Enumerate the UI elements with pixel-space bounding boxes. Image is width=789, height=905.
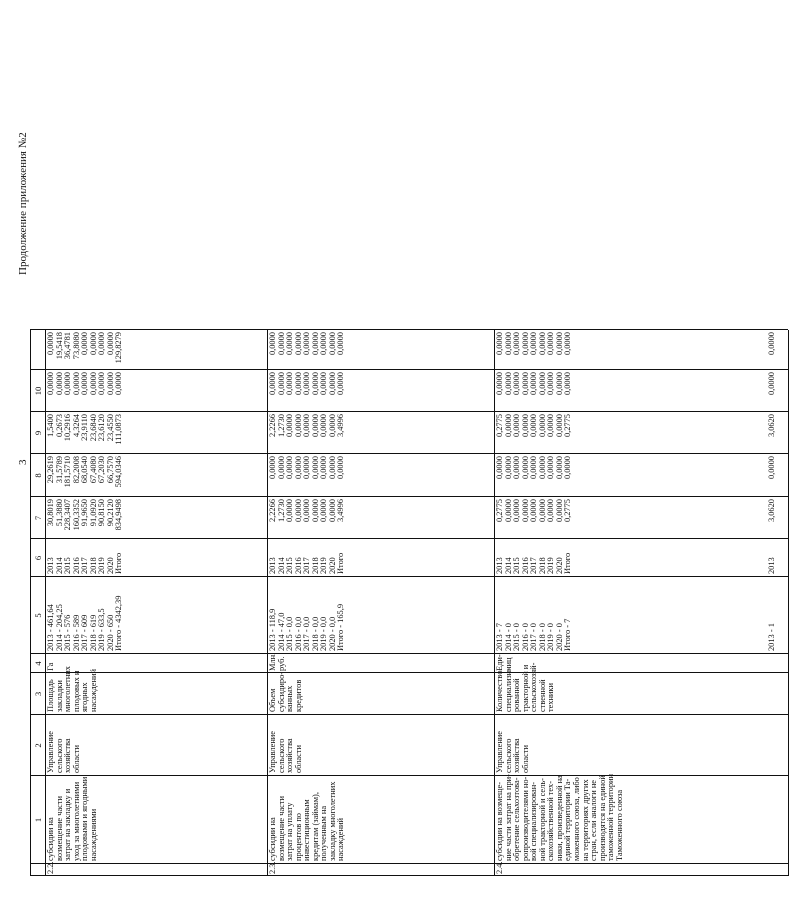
year: 2015 [512,557,522,574]
value-col6: 0,0000 [310,499,320,523]
target-by-year: 2020 - 0 [554,623,564,651]
value-col7: 68,0540 [80,456,90,484]
column-rule [30,538,788,539]
year: 2013 [767,557,776,574]
value-col10: 0,0000 [285,332,295,356]
executor: сельского [54,738,64,773]
column-rule [30,411,788,412]
year: 2014 [276,557,286,574]
value-col7: 66,7570 [105,456,115,484]
measure-name: затрат на уплату [285,802,295,861]
target-by-year: 2015 - 576 [63,614,73,651]
value-col6: 0,0000 [319,499,329,523]
target-by-year: 2013 - 118,9 [268,608,277,651]
measure-name: ники, произведенной на [554,775,564,861]
value-col9: 0,0000 [336,372,346,396]
value-col7: 0,0000 [512,456,522,480]
value-col9: 0,0000 [114,372,124,396]
target-by-year: 2017 - 0 [529,623,539,651]
measure-name: плодовыми и ягодными [80,776,90,861]
value-col10: 0,0000 [563,332,573,356]
value-col6: 834,9498 [114,499,124,531]
measure-name: кредитам (займам), [310,792,320,861]
value-col9: 0,0000 [88,372,98,396]
target-by-year: 2018 - 619 [88,614,98,651]
value-col9: 0,0000 [293,372,303,396]
target-by-year: 2020 - 650 [105,614,115,651]
measure-name: процентов по [293,813,303,861]
column-rule [30,653,788,654]
value-col10: 0,0000 [80,332,90,356]
executor: области [520,745,530,773]
value-col6: 91,0920 [88,499,98,527]
year: Итого [336,552,346,574]
target-by-year: 2016 - 589 [71,614,81,651]
indicator: ванных [285,685,295,712]
value-col8: 0,2775 [563,414,573,438]
target-by-year: 2016 - 0,0 [293,616,303,651]
measure-name: насаждениями [88,808,98,861]
value-col10: 0,0000 [546,332,556,356]
year: 2018 [310,557,320,574]
value-col7: 0,0000 [302,456,312,480]
indicator: многолетних [63,666,73,712]
value-col9: 0,0000 [46,372,55,396]
header-cell-4: 4 [33,661,43,666]
value-col7: 594,0346 [114,456,124,488]
target-by-year: 2017 - 609 [80,614,90,651]
indicator: Объем [268,688,277,712]
header-cell-7: 7 [33,515,43,521]
target-by-year: 2019 - 0 [546,623,556,651]
value-col9: 0,0000 [97,372,107,396]
indicator: техники [546,683,556,712]
measure-name: возмещение части [276,795,286,861]
value-col9: 0,0000 [71,372,81,396]
value-col8: 23,9110 [80,414,90,441]
value-col6: 51,3880 [54,499,64,527]
header-cell-9: 9 [33,430,43,436]
value-col10: 0,0000 [97,332,107,356]
target-by-year: 2014 - 204,25 [54,604,64,651]
measure-name: скохозяйственной тех- [546,780,556,861]
value-col7: 82,2008 [71,456,81,484]
value-col10: 0,0000 [520,332,530,356]
value-col9: 0,0000 [495,372,504,396]
target-by-year: 2019 - 0,0 [319,616,329,651]
value-col7: 0,0000 [285,456,295,480]
value-col7: 67,4080 [88,456,98,484]
value-col9: 0,0000 [520,372,530,396]
column-rule [30,863,788,864]
measure-name: насаждений [336,818,346,861]
value-col9: 0,0000 [529,372,539,396]
value-col7: 0,0000 [546,456,556,480]
year: 2019 [97,557,107,574]
value-col6: 90,2120 [105,499,115,527]
value-col7: 0,0000 [268,456,277,480]
value-col6: 3,0620 [767,499,776,523]
value-col7: 31,5789 [54,456,64,484]
value-col7: 0,0000 [495,456,504,480]
value-col9: 0,0000 [537,372,547,396]
value-col6: 0,0000 [537,499,547,523]
value-col6: 228,3407 [63,499,73,531]
column-rule [30,329,788,330]
value-col9: 0,0000 [512,372,522,396]
value-col9: 0,0000 [563,372,573,396]
header-cell-8: 8 [33,473,43,478]
executor: Управление [268,730,277,773]
value-col10: 0,0000 [554,332,564,356]
year: 2015 [63,557,73,574]
value-col10: 36,4781 [63,332,73,360]
year: 2014 [54,557,64,574]
value-col6: 0,0000 [529,499,539,523]
value-col10: 0,0000 [302,332,312,356]
header-cell-2: 2 [33,743,43,748]
indicator: плодовых и [71,670,81,712]
value-col8: 10,2916 [63,414,73,442]
year: 2013 [495,557,504,574]
value-col8: 0,2775 [495,414,504,438]
column-rule [30,875,788,876]
target-by-year: 2015 - 0 [512,623,522,651]
unit: Га [46,662,55,671]
value-col6: 0,0000 [327,499,337,523]
year: 2016 [71,557,81,574]
value-col8: 0,0000 [512,414,522,438]
year: Итого [114,552,124,574]
value-col6: 0,2775 [495,499,504,523]
executor: сельского [276,738,286,773]
executor: области [293,745,303,773]
year: 2017 [529,557,539,574]
value-col9: 0,0000 [302,372,312,396]
measure-name: уход за многолетними [71,781,81,861]
value-col10: 0,0000 [529,332,539,356]
unit: руб. [276,656,286,671]
value-col9: 0,0000 [63,372,73,396]
value-col6: 0,2775 [563,499,573,523]
appendix-caption: Продолжение приложения №2 [17,132,29,275]
value-col9: 0,0000 [276,372,286,396]
column-rule [30,453,788,454]
year: 2019 [546,557,556,574]
row-number: 2.2. [46,861,55,874]
value-col8: 4,3264 [71,414,81,438]
value-col9: 0,0000 [546,372,556,396]
year: 2020 [327,557,337,574]
indicator: насаждений [88,669,98,712]
measure-name: затрат на закладку и [63,788,73,861]
target-by-year: Итого - 165,9 [336,603,346,651]
value-col7: 181,5710 [63,456,73,488]
executor: хозяйства [63,738,73,773]
measure-name: возмещение части [54,795,64,861]
executor: хозяйства [512,738,522,773]
year: 2018 [537,557,547,574]
value-col10: 19,5418 [54,332,64,360]
value-col10: 73,8080 [71,332,81,360]
row-number: 2.4. [495,861,504,874]
value-col6: 0,0000 [293,499,303,523]
value-col7: 0,0000 [336,456,346,480]
value-col6: 90,8150 [97,499,107,527]
value-col8: 0,0000 [319,414,329,438]
executor: Управление [46,730,55,773]
column-rule [30,496,788,497]
year: 2018 [88,557,98,574]
value-col10: 0,0000 [512,332,522,356]
value-col7: 0,0000 [327,456,337,480]
value-col8: 23,4550 [105,414,115,442]
value-col10: 0,0000 [327,332,337,356]
value-col7: 0,0000 [554,456,564,480]
value-col8: 0,0000 [537,414,547,438]
value-col7: 0,0000 [563,456,573,480]
value-col9: 0,0000 [54,372,64,396]
unit: ниц [503,657,513,671]
measure-name: субсидии на возмеще- [495,781,504,861]
value-col9: 0,0000 [105,372,115,396]
value-col10: 0,0000 [105,332,115,356]
value-col8: 0,0000 [529,414,539,438]
value-col8: 0,0000 [327,414,337,438]
value-col7: 67,2030 [97,456,107,484]
year: 2013 [46,557,55,574]
measure-name: инвестиционным [302,799,312,861]
indicator: Площадь [46,679,55,712]
year: 2017 [80,557,90,574]
measure-name: субсидии на [268,817,277,861]
value-col7: 0,0000 [503,456,513,480]
year: 2015 [285,557,295,574]
measure-name: обретение сельхозтова- [512,777,522,861]
executor: области [71,745,81,773]
year: 2014 [503,557,513,574]
value-col8: 0,0000 [302,414,312,438]
value-col6: 160,3352 [71,499,81,531]
value-col9: 0,0000 [319,372,329,396]
target-by-year: 2016 - 0 [520,623,530,651]
value-col8: 0,0000 [546,414,556,438]
value-col8: 111,0873 [114,414,124,445]
measure-name: Таможенного союза [614,789,624,861]
value-col7: 29,2619 [46,456,55,484]
target-by-year: 2020 - 0,0 [327,616,337,651]
value-col6: 0,0000 [512,499,522,523]
value-col8: 3,0620 [767,414,776,438]
header-cell-6: 6 [33,555,43,561]
value-col6: 0,0000 [546,499,556,523]
value-col10: 0,0000 [503,332,513,356]
unit: Млн. [268,652,277,671]
measure-name: на территориях других [580,779,590,861]
value-col8: 1,2730 [276,414,286,438]
target-by-year: Итого - 4342,39 [114,595,124,651]
value-col9: 0,0000 [503,372,513,396]
value-col9: 0,0000 [327,372,337,396]
target-by-year: 2013 - 1 [767,623,776,651]
target-by-year: 2014 - 47,0 [276,612,286,651]
value-col8: 0,0000 [310,414,320,438]
value-col7: 0,0000 [529,456,539,480]
indicator: ственной [537,679,547,712]
column-rule [30,576,788,577]
indicator: сельскохозяй- [529,662,539,712]
header-cell-10: 10 [33,386,43,396]
year: 2020 [105,557,115,574]
value-col10: 0,0000 [268,332,277,356]
measure-name: вой специализирован- [529,782,539,861]
value-col8: 0,0000 [285,414,295,438]
target-by-year: 2014 - 0 [503,623,513,651]
value-col7: 0,0000 [520,456,530,480]
indicator: тракторной и [520,664,530,712]
value-col7: 0,0000 [767,456,776,480]
column-rule [30,672,788,673]
indicator: кредитов [293,679,303,712]
value-col7: 0,0000 [310,456,320,480]
value-col9: 0,0000 [80,372,90,396]
value-col6: 91,9650 [80,499,90,527]
value-col8: 0,0000 [293,414,303,438]
measure-name: стран, если аналоги не [589,779,599,861]
value-col8: 3,4996 [336,414,346,438]
indicator: Количество [495,670,504,712]
value-col6: 0,0000 [302,499,312,523]
year: 2016 [520,557,530,574]
measure-name: ной тракторной и сель- [537,778,547,861]
indicator: специализи- [503,668,513,712]
executor: хозяйства [285,738,295,773]
year: 2013 [268,557,277,574]
value-col6: 0,0000 [285,499,295,523]
value-col8: 23,6120 [97,414,107,442]
value-col10: 0,0000 [537,332,547,356]
measure-name: полученным на [319,805,329,861]
column-rule [30,775,788,776]
value-col8: 1,5400 [46,414,55,438]
year: 2019 [319,557,329,574]
value-col6: 3,4996 [336,499,346,523]
year: Итого [563,552,573,574]
value-col9: 0,0000 [767,372,776,396]
row-number: 2.3. [268,861,277,874]
measure-name: субсидии на [46,817,55,861]
value-col8: 23,6840 [88,414,98,442]
value-col8: 2,2266 [268,414,277,438]
year: 2016 [293,557,303,574]
page-number: 3 [17,459,29,465]
target-by-year: 2018 - 0,0 [310,616,320,651]
value-col8: 0,2673 [54,414,64,438]
value-col10: 0,0000 [293,332,303,356]
header-cell-5: 5 [33,613,43,618]
value-col9: 0,0000 [310,372,320,396]
value-col7: 0,0000 [276,456,286,480]
value-col8: 0,0000 [520,414,530,438]
year: 2020 [554,557,564,574]
value-col6: 30,8019 [46,499,55,527]
value-col7: 0,0000 [319,456,329,480]
header-cell-1: 1 [33,817,43,823]
value-col9: 0,0000 [554,372,564,396]
executor: сельского [503,738,513,773]
value-col6: 0,0000 [554,499,564,523]
indicator: ягодных [80,682,90,712]
indicator: субсидиро- [276,671,286,712]
target-by-year: 2013 - 461,64 [46,604,55,651]
value-col8: 0,0000 [554,414,564,438]
measure-name: закладку многолетних [327,781,337,861]
measure-name: моженного союза, либо [571,777,581,861]
value-col10: 0,0000 [767,332,776,356]
measure-name: ропроизводителями но- [520,776,530,861]
year: 2017 [302,557,312,574]
measure-name: единой территории Та- [563,778,573,861]
value-col7: 0,0000 [293,456,303,480]
value-col9: 0,0000 [268,372,277,396]
header-cell-3: 3 [33,691,43,697]
column-rule [30,714,788,715]
value-col10: 0,0000 [46,332,55,356]
value-col9: 0,0000 [285,372,295,396]
value-col10: 0,0000 [276,332,286,356]
column-rule [30,369,788,370]
value-col7: 0,0000 [537,456,547,480]
value-col10: 129,8279 [114,332,124,364]
measure-name: таможенной территории [606,773,616,861]
value-col8: 0,0000 [503,414,513,438]
executor: Управление [495,730,504,773]
unit: Еди- [495,654,504,671]
measure-name: ние части затрат на при- [503,774,513,861]
indicator: закладки [54,680,64,712]
value-col6: 2,2266 [268,499,277,523]
target-by-year: 2017 - 0,0 [302,616,312,651]
target-by-year: 2019 - 633,5 [97,608,107,651]
value-col6: 0,0000 [503,499,513,523]
target-by-year: 2015 - 0,0 [285,616,295,651]
value-col6: 0,0000 [520,499,530,523]
value-col10: 0,0000 [336,332,346,356]
value-col10: 0,0000 [495,332,504,356]
value-col10: 0,0000 [88,332,98,356]
indicator: рованной [512,678,522,712]
value-col10: 0,0000 [319,332,329,356]
value-col10: 0,0000 [310,332,320,356]
measure-name: производятся на единой [597,775,607,861]
target-by-year: 2018 - 0 [537,623,547,651]
value-col6: 1,2730 [276,499,286,523]
target-by-year: 2013 - 7 [495,623,504,651]
target-by-year: Итого - 7 [563,618,573,651]
